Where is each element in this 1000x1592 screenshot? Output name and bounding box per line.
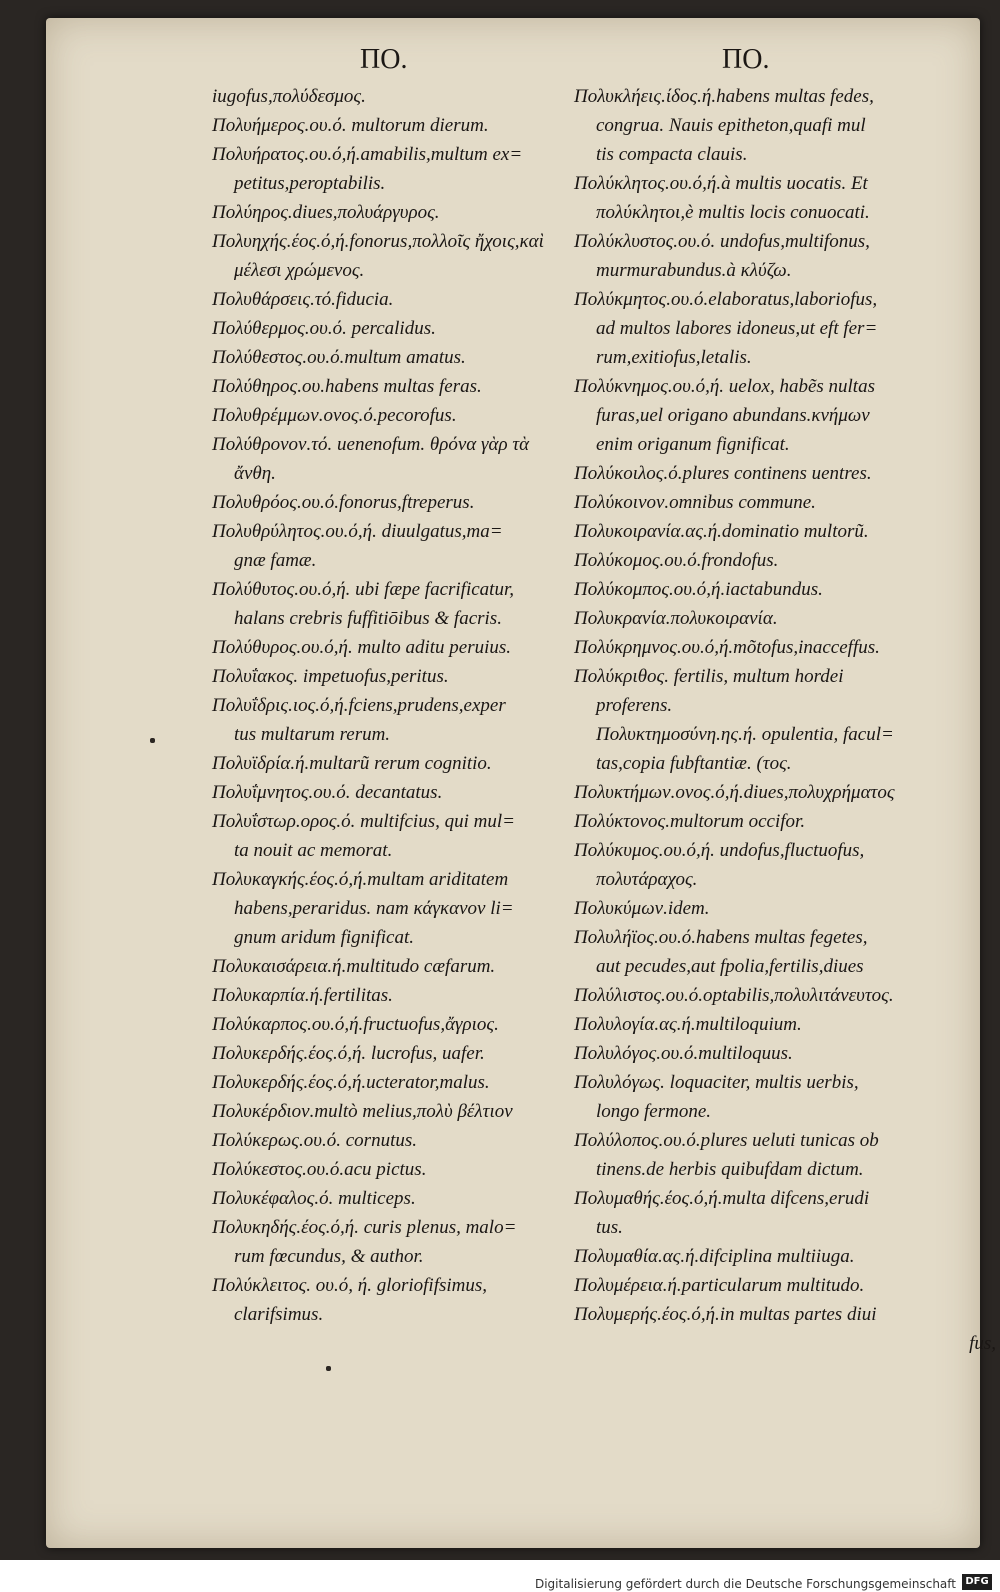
text-line: Πολύκριθος. fertilis, multum hordei xyxy=(574,666,844,687)
text-line: Πολύκοινον.omnibus commune. xyxy=(574,492,816,513)
text-line: enim origanum fignificat. xyxy=(596,434,790,455)
text-line: proferens. xyxy=(596,695,673,716)
text-line: Πολύκαρπος.ου.ό,ή.fructuofus,ἄγριος. xyxy=(212,1014,499,1035)
text-line: Πολυκαρπία.ή.fertilitas. xyxy=(212,985,393,1006)
text-line: Πολυλήϊος.ου.ό.habens multas fegetes, xyxy=(574,927,868,948)
text-line: πολύκλητοι,è multis locis conuocati. xyxy=(596,202,870,223)
ink-spot xyxy=(150,738,155,743)
text-line: Πολυκερδής.έος.ό,ή. lucrofus, uafer. xyxy=(212,1043,485,1064)
text-line: petitus,peroptabilis. xyxy=(234,173,386,194)
text-line: Πολυλογία.ας.ή.multiloquium. xyxy=(574,1014,802,1035)
text-line: Πολυθρύλητος.ου.ό,ή. diuulgatus,ma= xyxy=(212,521,503,542)
text-line: Πολυκλήεις.ίδος.ή.habens multas fedes, xyxy=(574,86,874,107)
text-line: Πολύθεστος.ου.ό.multum amatus. xyxy=(212,347,466,368)
text-line: Πολύκυμος.ου.ό,ή. undofus,fluctuofus, xyxy=(574,840,865,861)
text-line: tus multarum rerum. xyxy=(234,724,391,745)
text-line: Πολύκομος.ου.ό.frondofus. xyxy=(574,550,779,571)
text-line: furas,uel origano abundans.κνήμων xyxy=(596,405,870,426)
text-line: Πολύκομπος.ου.ό,ή.iactabundus. xyxy=(574,579,823,600)
running-head-right: ΠΟ. xyxy=(722,44,770,75)
text-line: μέλεσι χρώμενος. xyxy=(234,260,365,281)
text-line: Πολύκλυστος.ου.ό. undofus,multifonus, xyxy=(574,231,870,252)
text-line: Πολύθερμος.ου.ό. percalidus. xyxy=(212,318,436,339)
text-line: Πολυθάρσεις.τό.fiducia. xyxy=(212,289,394,310)
dfg-logo: DFG xyxy=(962,1574,992,1590)
text-line: Πολυθρέμμων.ονος.ό.pecorofus. xyxy=(212,405,457,426)
text-line: Πολυήμερος.ου.ό. multorum dierum. xyxy=(212,115,489,136)
text-line: rum fœcundus, & author. xyxy=(234,1246,424,1267)
text-line: Πολύκτονος.multorum occifor. xyxy=(574,811,806,832)
text-line: Πολυλόγος.ου.ό.multiloquus. xyxy=(574,1043,793,1064)
text-line: Πολύκμητος.ου.ό.elaboratus,laboriofus, xyxy=(574,289,878,310)
text-line: Πολύθηρος.ου.habens multas feras. xyxy=(212,376,482,397)
text-line: Πολυκτημοσύνη.ης.ή. opulentia, facul= xyxy=(596,724,894,745)
text-line: Πολύλιστος.ου.ό.optabilis,πολυλιτάνευτος. xyxy=(574,985,894,1006)
text-line: tas,copia fubftantiæ. (τος. xyxy=(596,753,792,774)
text-line: clarifsimus. xyxy=(234,1304,324,1325)
text-line: Πολυκερδής.έος.ό,ή.ucterator,malus. xyxy=(212,1072,490,1093)
text-line: Πολυΐστωρ.ορος.ό. multifcius, qui mul= xyxy=(212,811,515,832)
text-line: Πολυκύμων.idem. xyxy=(574,898,710,919)
text-line: Πολυϊδρία.ή.multarũ rerum cognitio. xyxy=(212,753,492,774)
text-line: Πολυηχής.έος.ό,ή.fonorus,πολλοῖς ἤχοις,καὶ xyxy=(212,231,544,252)
text-line: Πολύηρος.diues,πολυάργυρος. xyxy=(212,202,440,223)
text-line: halans crebris fuffitiōibus & facris. xyxy=(234,608,502,629)
text-line: Πολύκοιλος.ό.plures continens uentres. xyxy=(574,463,872,484)
text-line: fus, xyxy=(969,1333,996,1354)
text-line: Πολυκρανία.πολυκοιρανία. xyxy=(574,608,778,629)
text-line: ἄνθη. xyxy=(234,463,276,484)
text-line: Πολύκνημος.ου.ό,ή. uelox, habẽs nultas xyxy=(574,376,875,397)
text-line: πολυτάραχος. xyxy=(596,869,698,890)
text-line: ta nouit ac memorat. xyxy=(234,840,393,861)
text-line: Πολυκαγκής.έος.ό,ή.multam ariditatem xyxy=(212,869,509,890)
text-line: Πολυκηδής.έος.ό,ή. curis plenus, malo= xyxy=(212,1217,517,1238)
text-line: rum,exitiofus,letalis. xyxy=(596,347,752,368)
text-line: Πολυκτήμων.ονος.ό,ή.diues,πολυχρήματος xyxy=(574,782,895,803)
text-line: Πολυκέφαλος.ό. multiceps. xyxy=(212,1188,416,1209)
text-line: tus. xyxy=(596,1217,623,1238)
text-line: gnum aridum fignificat. xyxy=(234,927,414,948)
text-line: Πολυμαθία.ας.ή.difciplina multiiuga. xyxy=(574,1246,855,1267)
text-line: longo fermone. xyxy=(596,1101,712,1122)
text-line: Πολυμαθής.έος.ό,ή.multa difcens,erudi xyxy=(574,1188,870,1209)
text-line: Πολυμερής.έος.ό,ή.in multas partes diui xyxy=(574,1304,877,1325)
text-line: Πολύθυτος.ου.ό,ή. ubi fæpe facrificatur, xyxy=(212,579,514,600)
text-line: Πολύκρημνος.ου.ό,ή.mõtofus,inacceffus. xyxy=(574,637,880,658)
text-line: murmurabundus.à κλύζω. xyxy=(596,260,792,281)
text-line: tinens.de herbis quibufdam dictum. xyxy=(596,1159,864,1180)
text-line: congrua. Nauis epitheton,quafi mul xyxy=(596,115,866,136)
running-head-left: ΠΟ. xyxy=(360,44,408,75)
text-line: Πολυθρόος.ου.ό.fonorus,ftreperus. xyxy=(212,492,475,513)
text-line: Πολυλόγως. loquaciter, multis uerbis, xyxy=(574,1072,859,1093)
ink-spot xyxy=(326,1366,331,1371)
text-line: Πολύθρονον.τό. uenenofum. θρόνα γὰρ τὰ xyxy=(212,434,530,455)
text-line: gnæ famæ. xyxy=(234,550,317,571)
footer-credit: Digitalisierung gefördert durch die Deutsche Forschungsgemeinschaft xyxy=(534,1577,956,1591)
text-line: Πολύκερως.ου.ό. cornutus. xyxy=(212,1130,417,1151)
text-line: Πολυΐδρις.ιος.ό,ή.fciens,prudens,exper xyxy=(212,695,506,716)
text-line: aut pecudes,aut fpolia,fertilis,diues xyxy=(596,956,864,977)
text-line: Πολύκεστος.ου.ό.acu pictus. xyxy=(212,1159,427,1180)
right-column xyxy=(574,82,1000,1358)
text-line: tis compacta clauis. xyxy=(596,144,748,165)
text-line: ad multos labores idoneus,ut eft fer= xyxy=(596,318,878,339)
text-line: Πολυκέρδιον.multò melius,πολὺ βέλτιον xyxy=(212,1101,513,1122)
text-line: Πολυμέρεια.ή.particularum multitudo. xyxy=(574,1275,865,1296)
text-line: Πολυήρατος.ου.ό,ή.amabilis,multum ex= xyxy=(212,144,523,165)
text-line: Πολυΐμνητος.ου.ό. decantatus. xyxy=(212,782,443,803)
text-line: Πολυκοιρανία.ας.ή.dominatio multorũ. xyxy=(574,521,869,542)
text-line: habens,peraridus. nam κάγκανον li= xyxy=(234,898,514,919)
text-line: Πολύλοπος.ου.ό.plures ueluti tunicas ob xyxy=(574,1130,879,1151)
text-line: Πολύκλειτος. ου.ό, ή. gloriofifsimus, xyxy=(212,1275,488,1296)
text-line: iugofus,πολύδεσμος. xyxy=(212,86,366,107)
text-line: Πολύθυρος.ου.ό,ή. multo aditu peruius. xyxy=(212,637,512,658)
text-line: Πολυΐακος. impetuofus,peritus. xyxy=(212,666,449,687)
text-line: Πολυκαισάρεια.ή.multitudo cæfarum. xyxy=(212,956,496,977)
text-line: Πολύκλητος.ου.ό,ή.à multis uocatis. Et xyxy=(574,173,868,194)
